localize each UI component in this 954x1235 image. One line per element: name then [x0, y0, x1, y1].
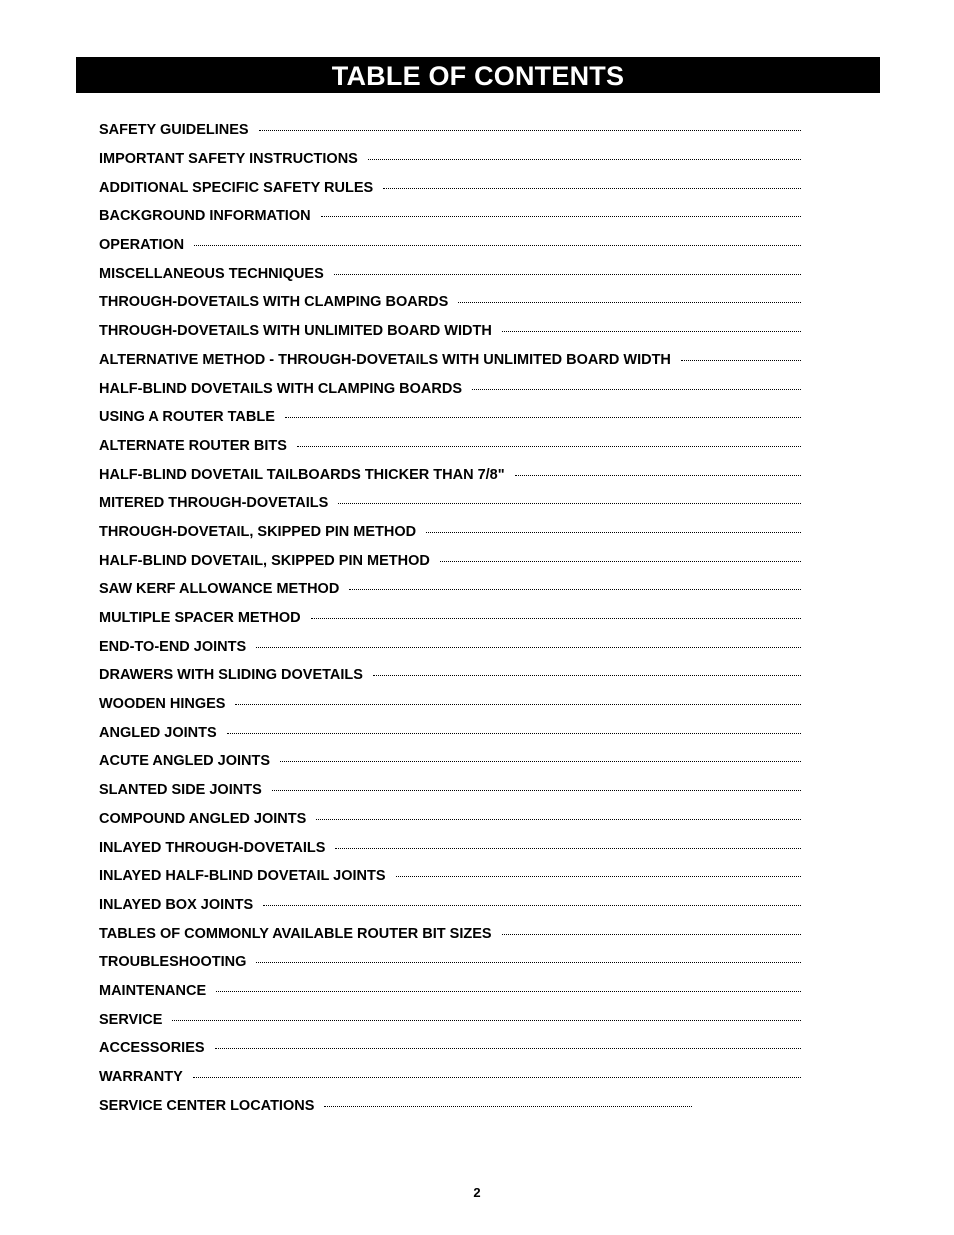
dot-leader: [259, 130, 801, 131]
toc-entry[interactable]: [99, 546, 801, 575]
toc-entry-label: MISCELLANEOUS TECHNIQUES: [99, 265, 324, 282]
dot-leader: [194, 245, 801, 246]
dot-leader: [285, 417, 801, 418]
dot-leader: [458, 302, 801, 303]
toc-entry-label: THROUGH-DOVETAILS WITH UNLIMITED BOARD WIDTH: [99, 323, 492, 340]
dot-leader: [396, 876, 801, 877]
toc-entry[interactable]: [99, 288, 801, 317]
dot-leader: [235, 704, 801, 705]
title-bar: [76, 57, 880, 93]
toc-entry[interactable]: [99, 862, 801, 891]
dot-leader: [368, 159, 801, 160]
toc-entry-label: MITERED THROUGH-DOVETAILS: [99, 495, 329, 512]
toc-entry[interactable]: [99, 948, 801, 977]
toc-entry[interactable]: [99, 575, 801, 604]
dot-leader: [216, 991, 801, 992]
toc-entry[interactable]: [99, 432, 801, 461]
toc-entry[interactable]: [99, 317, 801, 346]
toc-entry-label: COMPOUND ANGLED JOINTS: [99, 810, 307, 827]
dot-leader: [256, 962, 801, 963]
toc-entry-label: SAFETY GUIDELINES: [99, 122, 249, 139]
dot-leader: [681, 360, 801, 361]
toc-entry-label: BACKGROUND INFORMATION: [99, 208, 311, 225]
toc-entry-label: MULTIPLE SPACER METHOD: [99, 610, 301, 627]
toc-entry[interactable]: [99, 1005, 801, 1034]
toc-entry-label: ADDITIONAL SPECIFIC SAFETY RULES: [99, 179, 374, 196]
dot-leader: [172, 1020, 801, 1021]
dot-leader: [440, 561, 801, 562]
toc-entry[interactable]: [99, 1034, 801, 1063]
toc-entry-label: INLAYED HALF-BLIND DOVETAIL JOINTS: [99, 868, 386, 885]
toc-entry[interactable]: [99, 403, 801, 432]
toc-entry-label: USING A ROUTER TABLE: [99, 409, 275, 426]
toc-entry-label: SAW KERF ALLOWANCE METHOD: [99, 581, 340, 598]
toc-entry[interactable]: [99, 202, 801, 231]
dot-leader: [472, 389, 801, 390]
toc-entry[interactable]: [99, 116, 801, 145]
toc-entry-label: THROUGH-DOVETAILS WITH CLAMPING BOARDS: [99, 294, 449, 311]
dot-leader: [349, 589, 801, 590]
toc-entry[interactable]: [99, 346, 801, 375]
toc-entry[interactable]: [99, 518, 801, 547]
dot-leader: [502, 331, 801, 332]
toc-entry-label: HALF-BLIND DOVETAIL TAILBOARDS THICKER THAN 7/8": [99, 466, 505, 483]
dot-leader: [324, 1106, 692, 1107]
toc-entry[interactable]: [99, 632, 801, 661]
toc-entry[interactable]: [99, 661, 801, 690]
toc-entry-label: DRAWERS WITH SLIDING DOVETAILS: [99, 667, 363, 684]
toc-entry-label: OPERATION: [99, 237, 185, 254]
dot-leader: [383, 188, 801, 189]
toc-entry-label: INLAYED BOX JOINTS: [99, 896, 254, 913]
dot-leader: [311, 618, 801, 619]
toc-entry[interactable]: [99, 805, 801, 834]
dot-leader: [515, 475, 801, 476]
toc-entry-label: MAINTENANCE: [99, 982, 207, 999]
toc-entry-label: TABLES OF COMMONLY AVAILABLE ROUTER BIT SIZES: [99, 925, 492, 942]
toc-entry-label: ACCESSORIES: [99, 1040, 205, 1057]
dot-leader: [334, 274, 801, 275]
toc-entry[interactable]: [99, 460, 801, 489]
toc-entry[interactable]: [99, 690, 801, 719]
toc-entry[interactable]: [99, 604, 801, 633]
toc-entry-label: END-TO-END JOINTS: [99, 638, 247, 655]
toc-entry-label: ALTERNATIVE METHOD - THROUGH-DOVETAILS WITH UNLIMITED BOARD WIDTH: [99, 351, 671, 368]
dot-leader: [297, 446, 801, 447]
toc-entry[interactable]: [99, 919, 801, 948]
toc-entry-label: SLANTED SIDE JOINTS: [99, 782, 262, 799]
toc-entry[interactable]: [99, 833, 801, 862]
toc-entry[interactable]: [99, 489, 801, 518]
toc-entry[interactable]: [99, 718, 801, 747]
toc-entry-label: SERVICE: [99, 1011, 163, 1028]
dot-leader: [215, 1048, 801, 1049]
toc-entry[interactable]: [99, 776, 801, 805]
dot-leader: [193, 1077, 801, 1078]
dot-leader: [272, 790, 801, 791]
dot-leader: [280, 761, 801, 762]
dot-leader: [426, 532, 801, 533]
dot-leader: [256, 647, 801, 648]
toc-entry[interactable]: [99, 1091, 801, 1120]
dot-leader: [338, 503, 801, 504]
toc-entry[interactable]: [99, 259, 801, 288]
toc-entry[interactable]: [99, 747, 801, 776]
dot-leader: [373, 675, 801, 676]
page-title: TABLE OF CONTENTS: [331, 60, 625, 91]
toc-entry-label: INLAYED THROUGH-DOVETAILS: [99, 839, 326, 856]
toc-entry-label: HALF-BLIND DOVETAILS WITH CLAMPING BOARDS: [99, 380, 463, 397]
toc-entry-label: IMPORTANT SAFETY INSTRUCTIONS: [99, 151, 358, 168]
toc-entry-label: SERVICE CENTER LOCATIONS: [99, 1097, 315, 1114]
toc-entry-label: ALTERNATE ROUTER BITS: [99, 437, 287, 454]
toc-entry-label: HALF-BLIND DOVETAIL, SKIPPED PIN METHOD: [99, 552, 430, 569]
page-number: 2: [473, 1185, 481, 1200]
toc-entry[interactable]: [99, 1063, 801, 1092]
dot-leader: [263, 905, 801, 906]
toc-entry-label: ANGLED JOINTS: [99, 724, 217, 741]
toc-entry-label: WARRANTY: [99, 1069, 183, 1086]
dot-leader: [227, 733, 801, 734]
dot-leader: [502, 934, 801, 935]
toc-entry-label: THROUGH-DOVETAIL, SKIPPED PIN METHOD: [99, 523, 417, 540]
dot-leader: [321, 216, 801, 217]
toc-entry-label: ACUTE ANGLED JOINTS: [99, 753, 271, 770]
toc-entry[interactable]: [99, 891, 801, 920]
toc-list: [99, 116, 801, 1120]
dot-leader: [335, 848, 801, 849]
toc-entry-label: TROUBLESHOOTING: [99, 954, 247, 971]
toc-entry[interactable]: [99, 173, 801, 202]
toc-entry[interactable]: [99, 231, 801, 260]
dot-leader: [316, 819, 801, 820]
toc-entry[interactable]: [99, 977, 801, 1006]
toc-entry-label: WOODEN HINGES: [99, 696, 226, 713]
toc-entry[interactable]: [99, 145, 801, 174]
toc-entry[interactable]: [99, 374, 801, 403]
